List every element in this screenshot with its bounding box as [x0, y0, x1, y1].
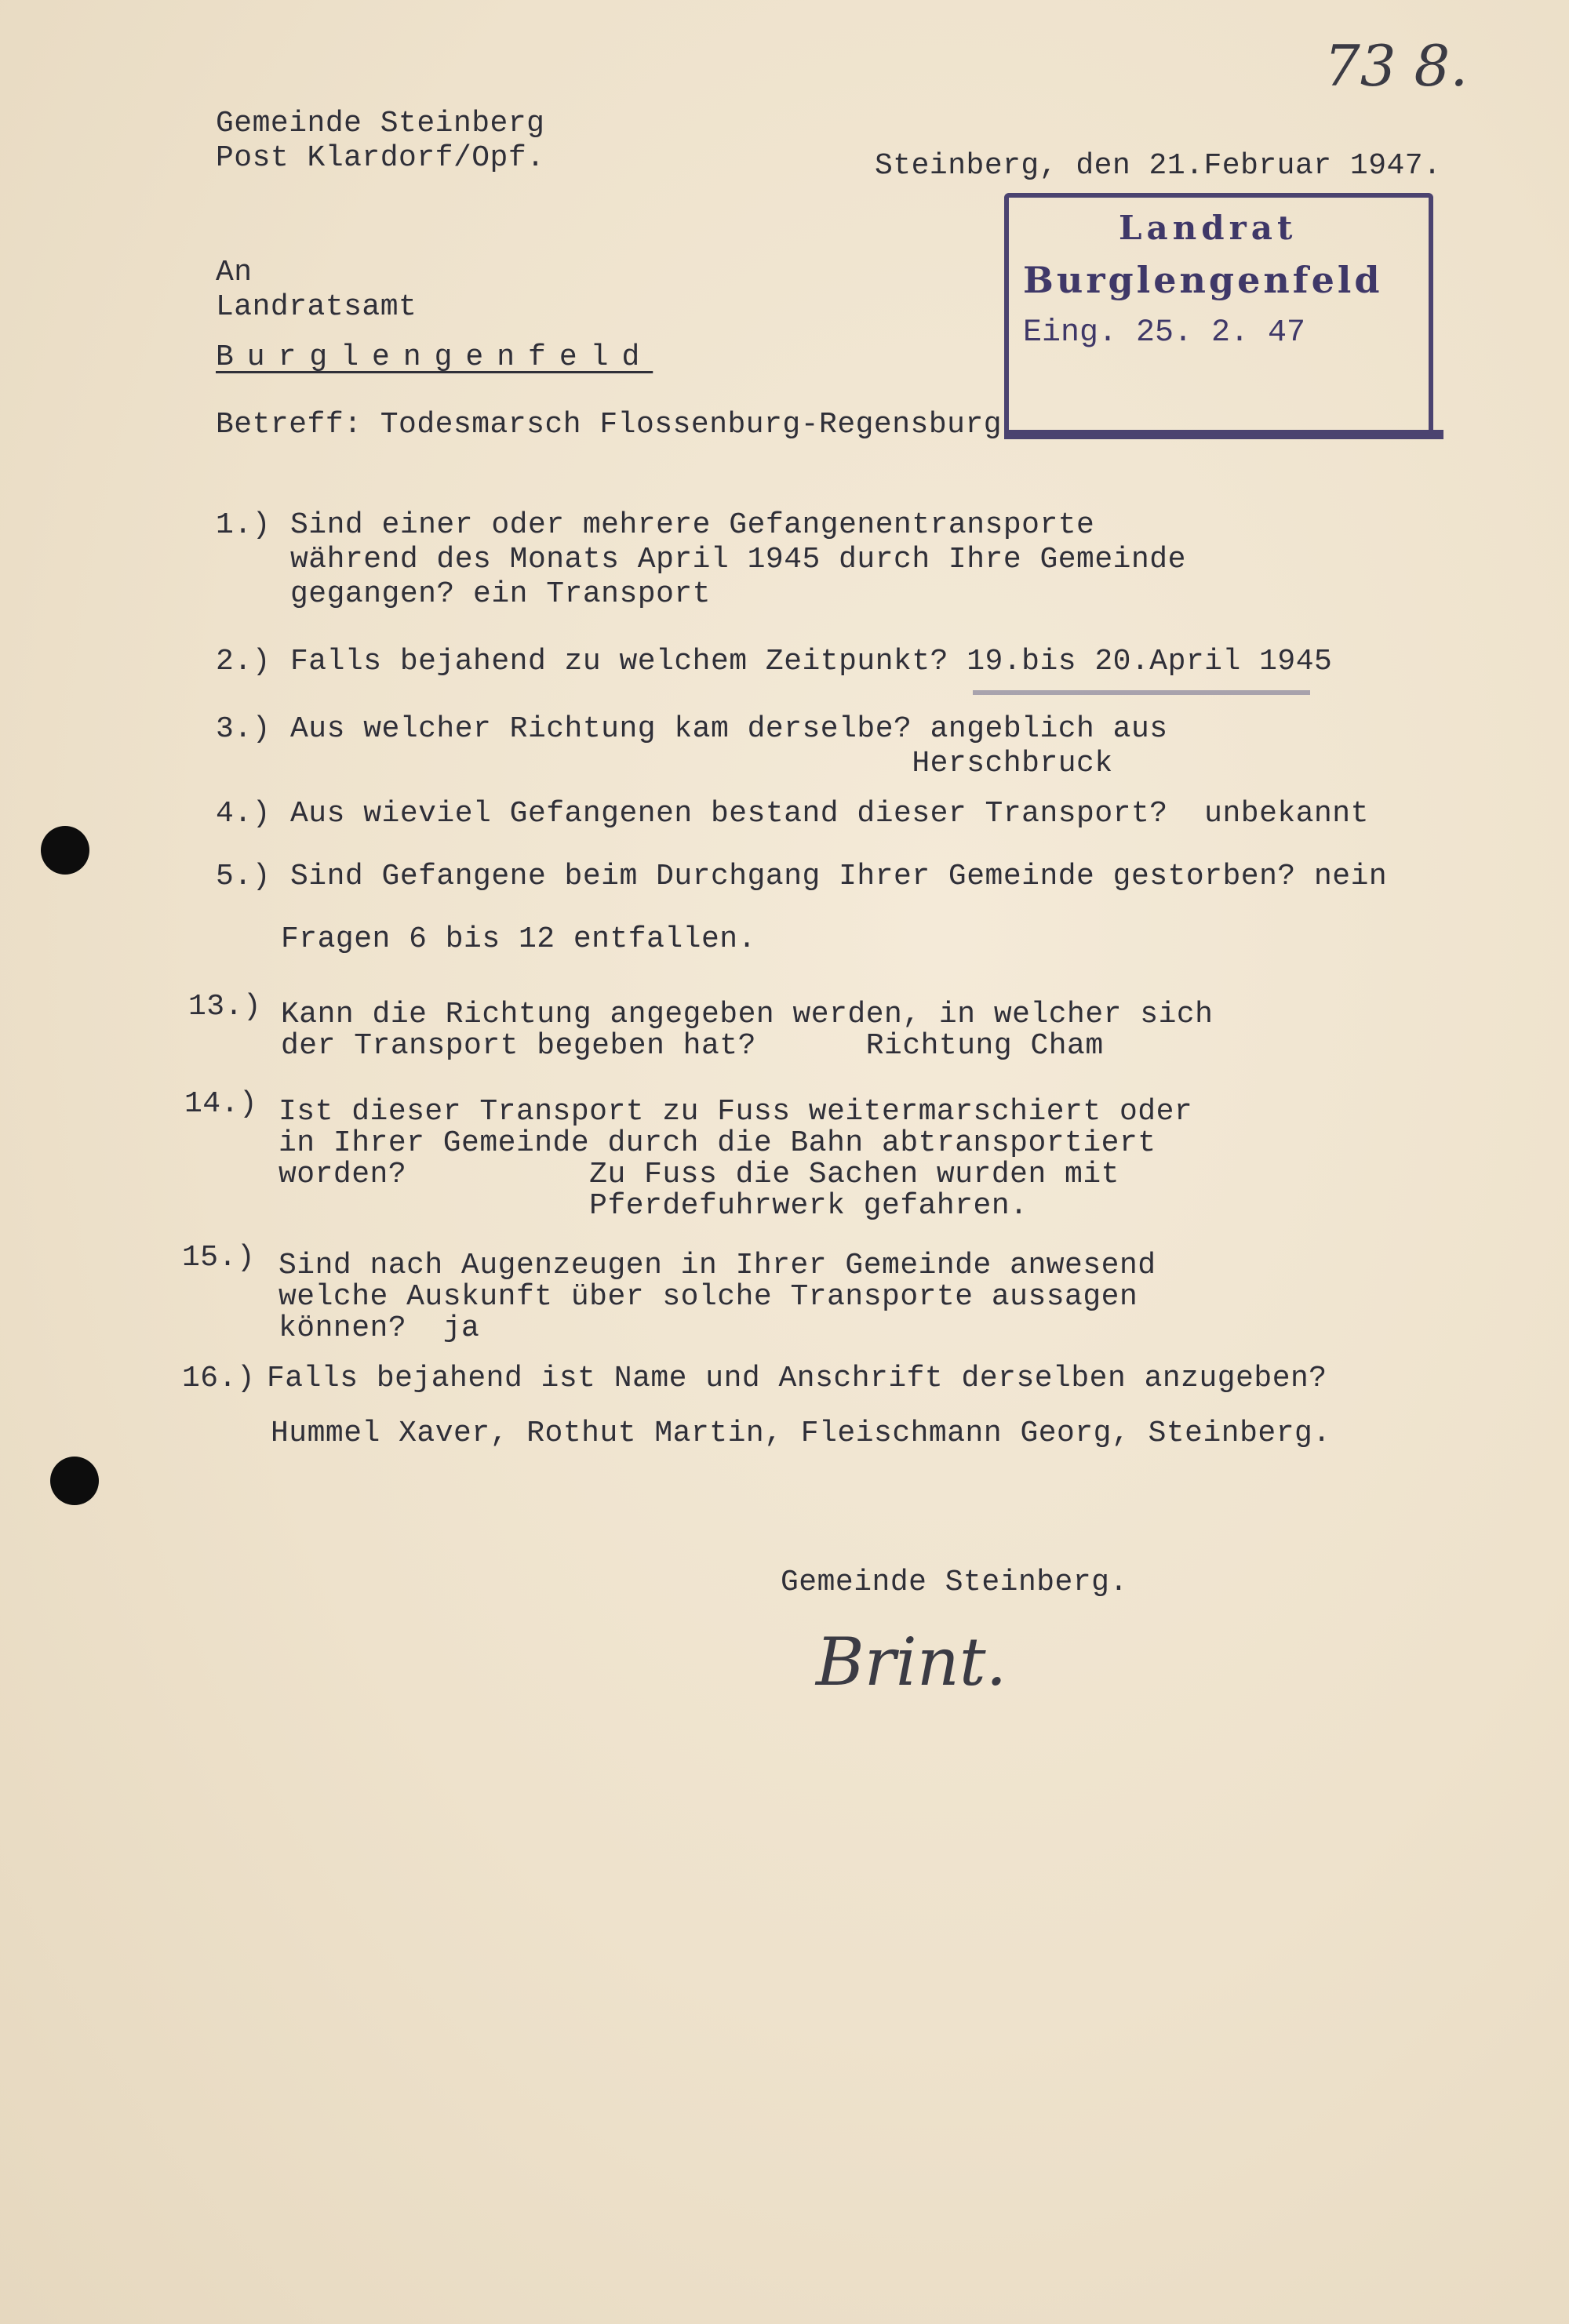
signature: Brint.	[816, 1624, 1007, 1700]
page-number: 73 8.	[1324, 33, 1469, 99]
recipient-an: An	[216, 256, 253, 289]
question-text: worden? Zu Fuss die Sachen wurden mit	[278, 1158, 1119, 1191]
question-text: der Transport begeben hat? Richtung Cham	[281, 1029, 1104, 1063]
question-number: 3.)	[216, 712, 271, 746]
stamp-line-1: Landrat	[1119, 209, 1298, 247]
question-text: gegangen? ein Transport	[290, 577, 711, 611]
question-text: können? ja	[278, 1311, 480, 1345]
question-text: Aus welcher Richtung kam derselbe? angeblich aus	[290, 712, 1168, 746]
question-text: Sind nach Augenzeugen in Ihrer Gemeinde anwesend	[278, 1249, 1156, 1282]
question-number: 16.)	[182, 1362, 256, 1395]
question-text: Kann die Richtung angegeben werden, in welcher sich	[281, 998, 1214, 1031]
sender-line-1: Gemeinde Steinberg	[216, 107, 545, 140]
question-text: Fragen 6 bis 12 entfallen.	[281, 922, 756, 956]
stamp-line-2: Burglengenfeld	[1023, 259, 1383, 301]
question-number: 5.)	[216, 860, 271, 893]
question-number: 2.)	[216, 645, 271, 678]
question-number: 14.)	[184, 1087, 258, 1121]
question-text: Sind einer oder mehrere Gefangenentransporte	[290, 508, 1095, 542]
question-text: Falls bejahend ist Name und Anschrift derselben anzugeben?	[267, 1362, 1327, 1395]
ink-smudge	[973, 690, 1310, 695]
recipient-town: Burglengenfeld	[216, 340, 653, 374]
question-text: Ist dieser Transport zu Fuss weitermarschiert oder	[278, 1095, 1193, 1129]
question-number: 4.)	[216, 797, 271, 831]
question-text: welche Auskunft über solche Transporte aussagen	[278, 1280, 1138, 1314]
stamp-bar	[1004, 430, 1443, 439]
question-text: Pferdefuhrwerk gefahren.	[278, 1189, 1028, 1223]
place-date: Steinberg, den 21.Februar 1947.	[875, 149, 1442, 183]
punch-hole	[41, 826, 89, 875]
stamp-line-3: Eing. 25. 2. 47	[1023, 315, 1306, 351]
question-number: 13.)	[188, 990, 262, 1024]
punch-hole	[50, 1457, 99, 1505]
recipient-office: Landratsamt	[216, 290, 417, 324]
closing-text: Gemeinde Steinberg.	[781, 1566, 1128, 1599]
question-text: Herschbruck	[290, 747, 1113, 780]
question-number: 15.)	[182, 1241, 256, 1275]
question-text: Falls bejahend zu welchem Zeitpunkt? 19.bis 20.April 1945	[290, 645, 1333, 678]
question-text: in Ihrer Gemeinde durch die Bahn abtransportiert	[278, 1126, 1156, 1160]
sender-line-2: Post Klardorf/Opf.	[216, 141, 545, 175]
question-text: Sind Gefangene beim Durchgang Ihrer Gemeinde gestorben? nein	[290, 860, 1388, 893]
subject-line: Betreff: Todesmarsch Flossenburg-Regensburg	[216, 408, 1003, 442]
question-text: Aus wieviel Gefangenen bestand dieser Transport? unbekannt	[290, 797, 1369, 831]
question-number: 1.)	[216, 508, 271, 542]
question-text: während des Monats April 1945 durch Ihre Gemeinde	[290, 543, 1186, 576]
received-stamp	[1004, 193, 1433, 438]
question-text: Hummel Xaver, Rothut Martin, Fleischmann Georg, Steinberg.	[271, 1417, 1331, 1450]
